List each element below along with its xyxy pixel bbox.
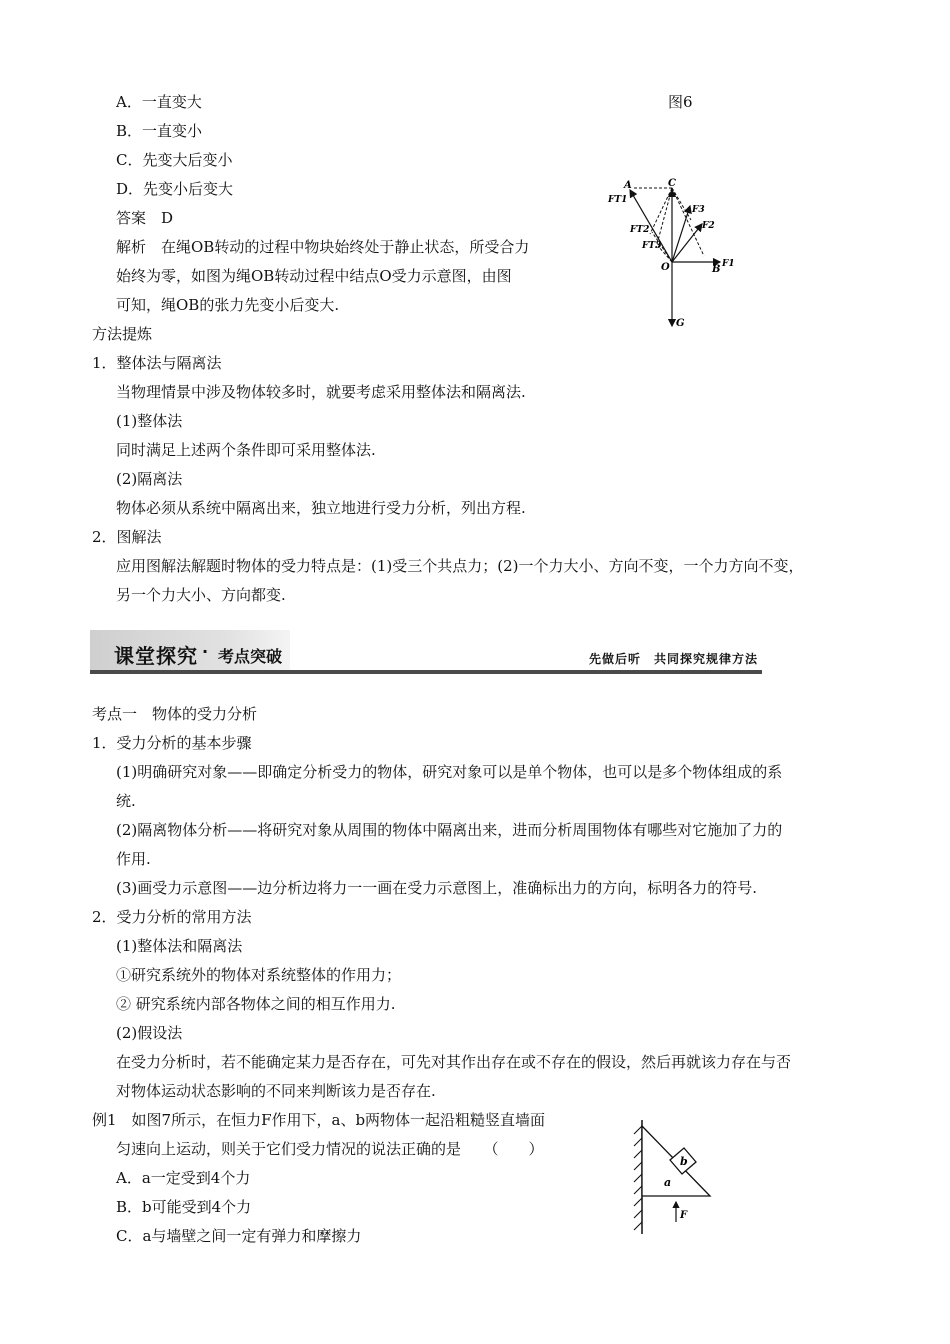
option-b: B．一直变小 xyxy=(116,122,203,140)
section-heading: 考点一 物体的受力分析 xyxy=(92,705,258,723)
banner-dot: · xyxy=(202,642,209,661)
analysis-line-2: 始终为零，如图为绳OB转动过程中结点O受力示意图，由图 xyxy=(116,267,512,285)
label-c: C xyxy=(668,178,676,189)
answer: 答案 D xyxy=(116,209,174,227)
method-2-a: 在受力分析时，若不能确定某力是否存在，可先对其作出存在或不存在的假设，然后再就该力存在与否 xyxy=(116,1053,792,1071)
label-f3: F3 xyxy=(692,205,705,215)
step-2-a: (2)隔离物体分析——将研究对象从周围的物体中隔离出来，进而分析周围物体有哪些对它施加了力的 xyxy=(116,821,783,839)
method-sub-1: (1)整体法 xyxy=(116,412,183,430)
section-banner xyxy=(90,630,762,674)
analysis-line-3: 可知，绳OB的张力先变小后变大. xyxy=(116,296,340,314)
method-item-2-text-b: 另一个力大小、方向都变. xyxy=(116,586,286,604)
option-d: D．先变小后变大 xyxy=(116,180,234,198)
method-heading: 方法提炼 xyxy=(92,325,153,343)
banner-tagline: 先做后听 共同探究规律方法 xyxy=(588,652,758,666)
method-2-b: 对物体运动状态影响的不同来判断该力是否存在. xyxy=(116,1082,436,1100)
method-1: (1)整体法和隔离法 xyxy=(116,937,243,955)
label-ft3: FT3 xyxy=(642,241,662,251)
label-ft1: FT1 xyxy=(608,195,628,205)
banner-underline xyxy=(90,670,762,674)
method-1-a: ①研究系统外的物体对系统整体的作用力； xyxy=(116,966,402,984)
label-g: G xyxy=(676,318,685,329)
method-item-2-text-a: 应用图解法解题时物体的受力特点是：(1)受三个共点力；(2)一个力大小、方向不变，一个力方向不变， xyxy=(116,557,804,575)
method-sub-2: (2)隔离法 xyxy=(116,470,183,488)
label-o: O xyxy=(661,262,670,273)
wedge-diagram-figure-7 xyxy=(628,1118,728,1238)
label-f2: F2 xyxy=(702,221,715,231)
banner-title: 课堂探究 xyxy=(114,644,198,668)
option-c: C．先变大后变小 xyxy=(116,151,233,169)
label-a: A xyxy=(624,180,632,191)
method-item-2: 2．图解法 xyxy=(92,528,162,546)
banner-subtitle: 考点突破 xyxy=(218,647,283,666)
method-1-b: ② 研究系统内部各物体之间的相互作用力. xyxy=(116,995,396,1013)
method-item-1-text: 当物理情景中涉及物体较多时，就要考虑采用整体法和隔离法. xyxy=(116,383,526,401)
step-3: (3)画受力示意图——边分析边将力一一画在受力示意图上，准确标出力的方向，标明各力的符号. xyxy=(116,879,758,897)
section-point-2: 2．受力分析的常用方法 xyxy=(92,908,252,926)
method-2: (2)假设法 xyxy=(116,1024,183,1042)
label-f-force: F xyxy=(680,1210,688,1221)
label-ft2: FT2 xyxy=(630,225,650,235)
figure-6-label: 图6 xyxy=(668,93,693,111)
section-point-1: 1．受力分析的基本步骤 xyxy=(92,734,252,752)
method-sub-1-text: 同时满足上述两个条件即可采用整体法. xyxy=(116,441,376,459)
option-a: A．一直变大 xyxy=(116,93,202,111)
example-line-2: 匀速向上运动，则关于它们受力情况的说法正确的是 （ ） xyxy=(116,1140,544,1158)
step-2-b: 作用. xyxy=(116,850,151,868)
analysis-line-1: 解析 在绳OB转动的过程中物块始终处于静止状态，所受合力 xyxy=(116,238,530,256)
method-item-1: 1．整体法与隔离法 xyxy=(92,354,222,372)
label-f1: F1 xyxy=(722,259,735,269)
example-option-b: B．b可能受到4个力 xyxy=(116,1198,252,1216)
step-1-b: 统. xyxy=(116,792,136,810)
example-option-c: C．a与墙壁之间一定有弹力和摩擦力 xyxy=(116,1227,362,1245)
force-diagram-figure-6 xyxy=(606,176,746,332)
label-b: B xyxy=(712,264,721,275)
label-b-block: b xyxy=(680,1155,688,1168)
label-a-wedge: a xyxy=(664,1176,672,1189)
example-line-1: 例1 如图7所示，在恒力F作用下，a、b两物体一起沿粗糙竖直墙面 xyxy=(92,1111,546,1129)
method-sub-2-text: 物体必须从系统中隔离出来，独立地进行受力分析，列出方程. xyxy=(116,499,526,517)
step-1-a: (1)明确研究对象——即确定分析受力的物体，研究对象可以是单个物体，也可以是多个物体组成的系 xyxy=(116,763,783,781)
example-option-a: A．a一定受到4个力 xyxy=(116,1169,251,1187)
